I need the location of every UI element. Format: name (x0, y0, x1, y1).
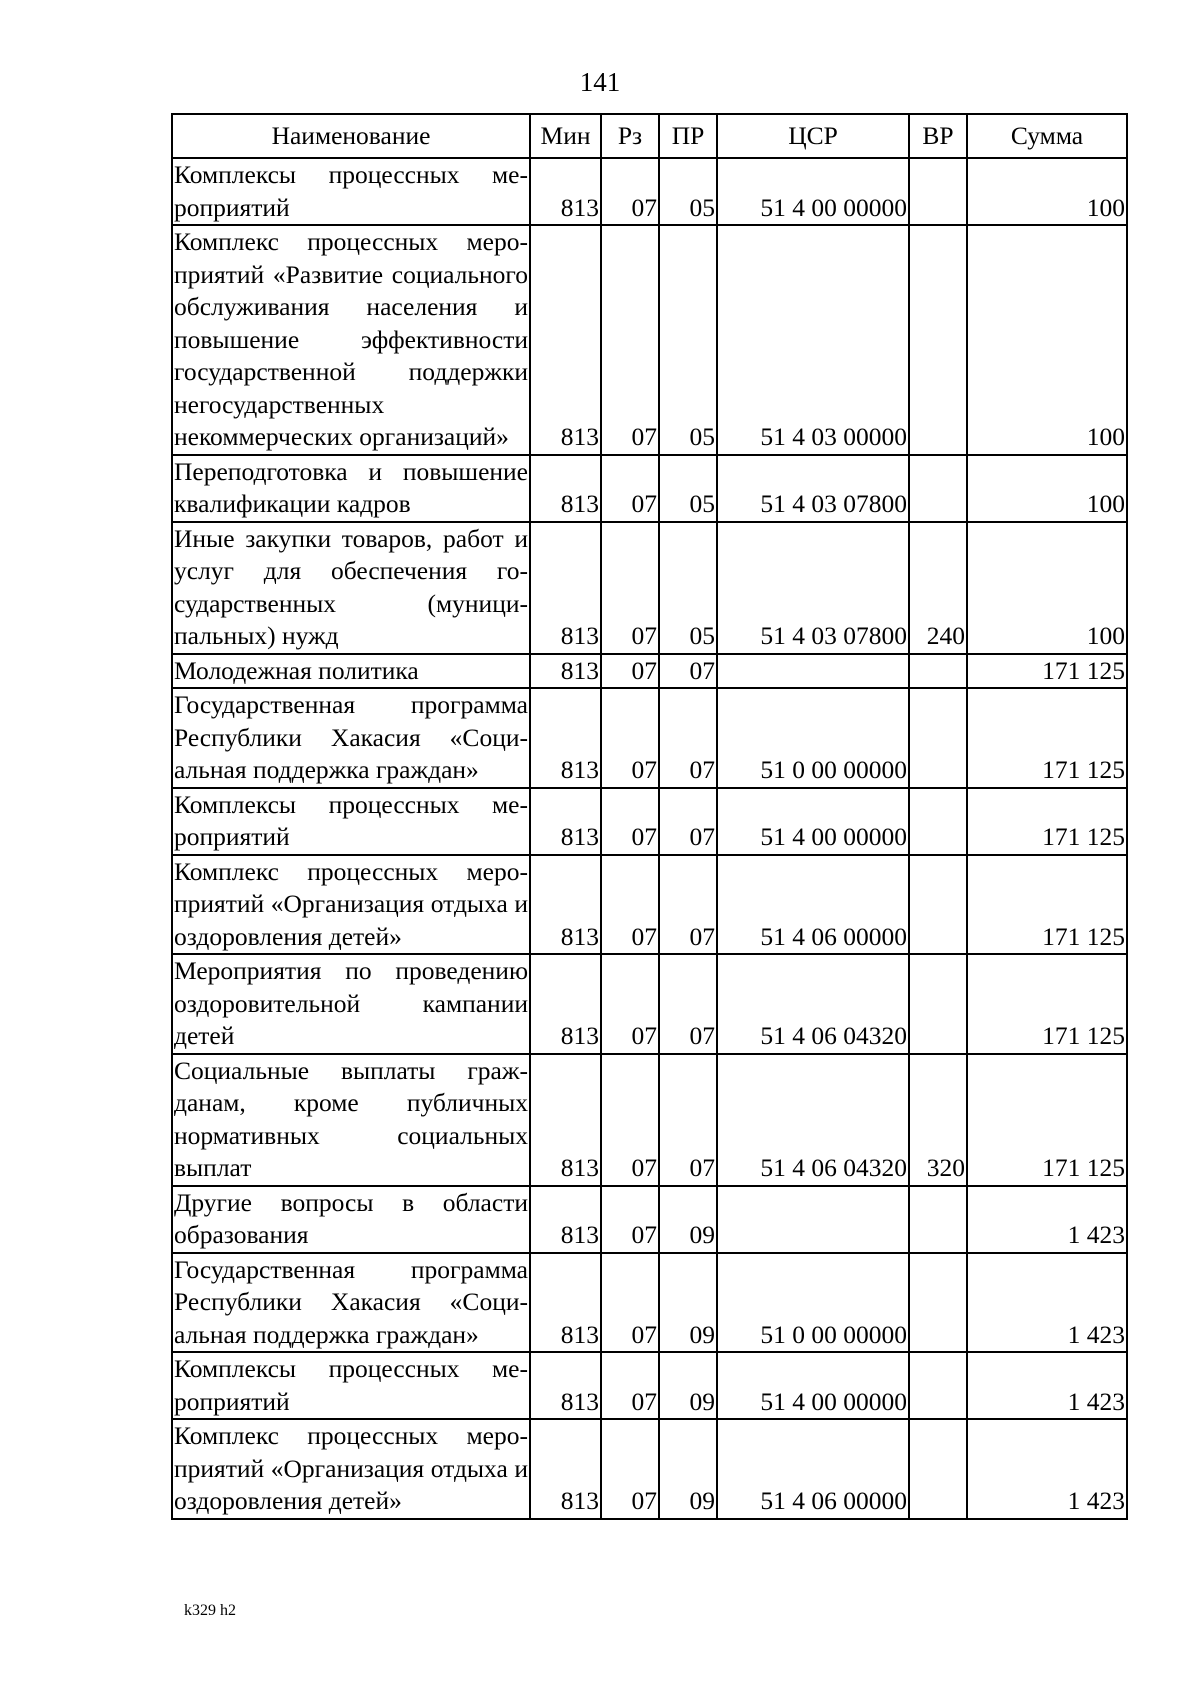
cell-rz: 07 (601, 158, 659, 225)
cell-name: Государственная программа Республики Хакасия «Социальная поддержка граждан» (172, 1253, 530, 1353)
footer-code: k329 h2 (184, 1602, 236, 1619)
table-row (172, 1186, 1127, 1253)
cell-vr: 320 (909, 1054, 967, 1186)
cell-csr: 51 4 00 00000 (717, 1352, 909, 1419)
cell-rz: 07 (601, 522, 659, 654)
cell-pr: 07 (659, 1054, 717, 1186)
table-row (172, 788, 1127, 855)
header-pr: ПР (659, 114, 717, 158)
cell-vr: 240 (909, 522, 967, 654)
cell-vr (909, 688, 967, 788)
cell-sum: 100 (967, 455, 1127, 522)
table-row (172, 455, 1127, 522)
cell-name: Комплексы процессных мероприятий (172, 1352, 530, 1419)
cell-pr: 07 (659, 688, 717, 788)
header-sum: Сумма (967, 114, 1127, 158)
cell-csr: 51 4 03 07800 (717, 455, 909, 522)
cell-name: Комплексы процессных мероприятий (172, 788, 530, 855)
cell-rz: 07 (601, 954, 659, 1054)
cell-pr: 05 (659, 158, 717, 225)
cell-csr: 51 4 00 00000 (717, 158, 909, 225)
cell-name: Государственная программа Республики Хакасия «Социальная поддержка граждан» (172, 688, 530, 788)
cell-sum: 1 423 (967, 1419, 1127, 1519)
cell-sum: 1 423 (967, 1253, 1127, 1353)
cell-sum: 171 125 (967, 688, 1127, 788)
cell-csr: 51 4 03 00000 (717, 225, 909, 455)
cell-name: Комплексы процессных мероприятий (172, 158, 530, 225)
cell-name: Комплекс процессных мероприятий «Организация отдыха и оздоровления детей» (172, 1419, 530, 1519)
cell-pr: 09 (659, 1253, 717, 1353)
table-row (172, 1253, 1127, 1353)
cell-name: Иные закупки товаров, работ и услуг для обеспечения государственных (муниципальных) нужд (172, 522, 530, 654)
cell-csr: 51 4 03 07800 (717, 522, 909, 654)
cell-vr (909, 455, 967, 522)
cell-sum: 171 125 (967, 654, 1127, 689)
cell-vr (909, 1253, 967, 1353)
cell-min: 813 (530, 225, 601, 455)
cell-rz: 07 (601, 688, 659, 788)
budget-table (171, 113, 1128, 1520)
table-row (172, 954, 1127, 1054)
cell-csr: 51 0 00 00000 (717, 1253, 909, 1353)
cell-vr (909, 954, 967, 1054)
cell-vr (909, 1419, 967, 1519)
cell-vr (909, 225, 967, 455)
cell-min: 813 (530, 1352, 601, 1419)
cell-rz: 07 (601, 225, 659, 455)
table-row (172, 855, 1127, 955)
cell-vr (909, 788, 967, 855)
cell-name: Комплекс процессных мероприятий «Организация отдыха и оздоровления детей» (172, 855, 530, 955)
cell-pr: 07 (659, 654, 717, 689)
cell-name: Мероприятия по проведению оздоровительной кампании детей (172, 954, 530, 1054)
cell-min: 813 (530, 654, 601, 689)
cell-pr: 07 (659, 954, 717, 1054)
cell-pr: 05 (659, 522, 717, 654)
cell-csr: 51 4 06 00000 (717, 855, 909, 955)
cell-min: 813 (530, 1054, 601, 1186)
table-body (172, 158, 1127, 1519)
cell-rz: 07 (601, 654, 659, 689)
header-csr: ЦСР (717, 114, 909, 158)
cell-min: 813 (530, 788, 601, 855)
cell-sum: 1 423 (967, 1186, 1127, 1253)
table-row (172, 225, 1127, 455)
cell-csr: 51 4 06 00000 (717, 1419, 909, 1519)
cell-vr (909, 158, 967, 225)
cell-rz: 07 (601, 1054, 659, 1186)
cell-csr: 51 0 00 00000 (717, 688, 909, 788)
table-header-row (172, 114, 1127, 158)
header-rz: Рз (601, 114, 659, 158)
cell-min: 813 (530, 1253, 601, 1353)
cell-min: 813 (530, 522, 601, 654)
cell-sum: 1 423 (967, 1352, 1127, 1419)
cell-min: 813 (530, 855, 601, 955)
table-row (172, 1054, 1127, 1186)
cell-name: Другие вопросы в области образования (172, 1186, 530, 1253)
page-number: 141 (579, 67, 621, 97)
cell-min: 813 (530, 158, 601, 225)
table-row (172, 522, 1127, 654)
cell-min: 813 (530, 1186, 601, 1253)
cell-pr: 05 (659, 455, 717, 522)
cell-rz: 07 (601, 855, 659, 955)
table-row (172, 654, 1127, 689)
cell-csr: 51 4 00 00000 (717, 788, 909, 855)
cell-name: Комплекс процессных мероприятий «Развитие социального обслуживания населения и повышение эффективности государственной поддержки негосударственных некоммерческих организаций» (172, 225, 530, 455)
cell-rz: 07 (601, 1186, 659, 1253)
cell-sum: 100 (967, 158, 1127, 225)
cell-pr: 05 (659, 225, 717, 455)
cell-csr (717, 654, 909, 689)
cell-min: 813 (530, 1419, 601, 1519)
cell-pr: 07 (659, 788, 717, 855)
cell-pr: 09 (659, 1352, 717, 1419)
cell-csr (717, 1186, 909, 1253)
cell-min: 813 (530, 688, 601, 788)
cell-rz: 07 (601, 1419, 659, 1519)
cell-sum: 171 125 (967, 954, 1127, 1054)
cell-pr: 09 (659, 1419, 717, 1519)
table-row (172, 1419, 1127, 1519)
cell-csr: 51 4 06 04320 (717, 954, 909, 1054)
cell-vr (909, 1352, 967, 1419)
cell-rz: 07 (601, 1352, 659, 1419)
header-vr: ВР (909, 114, 967, 158)
cell-vr (909, 855, 967, 955)
cell-sum: 171 125 (967, 855, 1127, 955)
cell-csr: 51 4 06 04320 (717, 1054, 909, 1186)
cell-min: 813 (530, 954, 601, 1054)
header-name: Наименование (172, 114, 530, 158)
cell-sum: 100 (967, 225, 1127, 455)
cell-sum: 100 (967, 522, 1127, 654)
cell-rz: 07 (601, 1253, 659, 1353)
cell-pr: 07 (659, 855, 717, 955)
table-row (172, 158, 1127, 225)
cell-sum: 171 125 (967, 788, 1127, 855)
cell-name: Переподготовка и повышение квалификации кадров (172, 455, 530, 522)
cell-sum: 171 125 (967, 1054, 1127, 1186)
table-row (172, 1352, 1127, 1419)
cell-min: 813 (530, 455, 601, 522)
cell-pr: 09 (659, 1186, 717, 1253)
cell-name: Молодежная политика (172, 654, 530, 689)
table-row (172, 688, 1127, 788)
cell-vr (909, 1186, 967, 1253)
header-min: Мин (530, 114, 601, 158)
cell-name: Социальные выплаты гражданам, кроме публичных нормативных социальных выплат (172, 1054, 530, 1186)
cell-rz: 07 (601, 788, 659, 855)
cell-rz: 07 (601, 455, 659, 522)
cell-vr (909, 654, 967, 689)
